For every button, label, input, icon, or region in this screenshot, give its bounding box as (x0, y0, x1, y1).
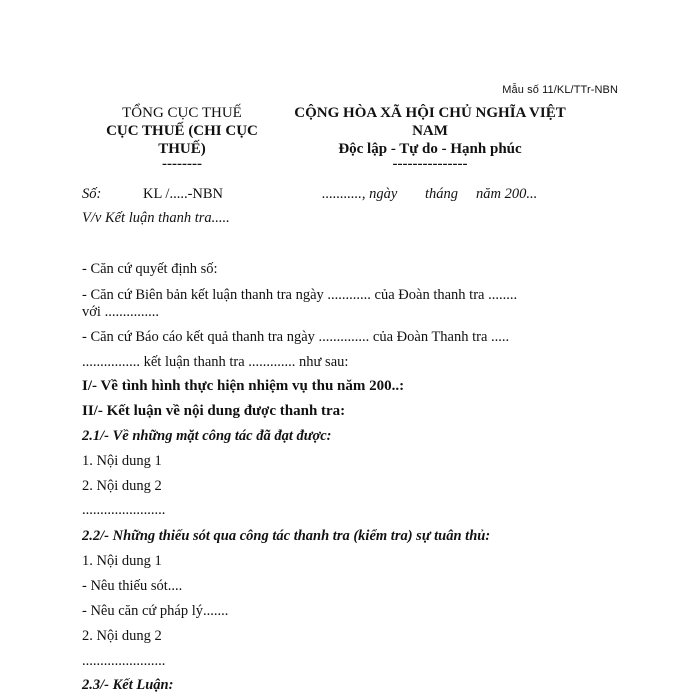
subsection-2-1-heading: 2.1/- Về những mặt công tác đã đạt được: (82, 428, 332, 444)
section-1-heading: I/- Về tình hình thực hiện nhiệm vụ thu năm 200..: (82, 378, 405, 394)
content-ellipsis-2: ....................... (82, 653, 166, 669)
nation-name-line1: CỘNG HÒA XÃ HỘI CHỦ NGHĨA VIỆT (294, 105, 566, 121)
office-name-line2: THUẾ) (158, 141, 206, 157)
nation-name-line2: NAM (412, 123, 448, 139)
basis-minutes-line2: với ............... (82, 304, 159, 320)
content-item-2: 2. Nội dung 2 (82, 478, 162, 494)
agency-name: TỔNG CỤC THUẾ (122, 105, 242, 121)
content-item-3: 1. Nội dung 1 (82, 553, 162, 569)
subsection-2-3-heading: 2.3/- Kết Luận: (82, 677, 174, 693)
content-item-1: 1. Nội dung 1 (82, 453, 162, 469)
shortcoming-note: - Nêu thiếu sót.... (82, 578, 183, 594)
date-year: năm 200... (476, 186, 538, 202)
office-name-line1: CỤC THUẾ (CHI CỤC (106, 123, 258, 139)
national-motto: Độc lập - Tự do - Hạnh phúc (338, 141, 522, 157)
section-2-heading: II/- Kết luận về nội dung được thanh tra: (82, 403, 346, 419)
agency-rule: -------- (162, 156, 202, 172)
conclusion-intro: ................ kết luận thanh tra ............. như sau: (82, 354, 349, 370)
agency-header (82, 104, 282, 170)
form-code: Mẫu số 11/KL/TTr-NBN (502, 84, 618, 96)
content-ellipsis-1: ....................... (82, 502, 166, 518)
basis-report: - Căn cứ Báo cáo kết quả thanh tra ngày .............. của Đoàn Thanh tra ..... (82, 329, 510, 345)
basis-minutes-line1: - Căn cứ Biên bản kết luận thanh tra ngày ............ của Đoàn thanh tra ........ (82, 287, 518, 303)
basis-decision: - Căn cứ quyết định số: (82, 261, 218, 277)
nation-header (290, 104, 570, 170)
date-month: tháng (425, 186, 459, 202)
nation-rule: --------------- (392, 156, 468, 172)
document-number-value: KL /.....-NBN (143, 186, 224, 202)
legal-basis-note: - Nêu căn cứ pháp lý....... (82, 603, 229, 619)
document-number-label: Số: (82, 186, 102, 202)
subsection-2-2-heading: 2.2/- Những thiếu sót qua công tác thanh tra (kiểm tra) sự tuân thủ: (82, 528, 491, 544)
date-place: ..........., ngày (322, 186, 398, 202)
content-item-4: 2. Nội dung 2 (82, 628, 162, 644)
document-subject: V/v Kết luận thanh tra..... (82, 210, 230, 226)
